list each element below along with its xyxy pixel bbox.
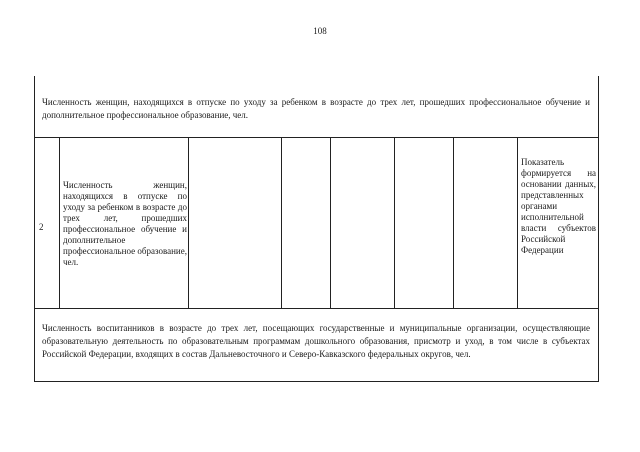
section-heading-women-training: Численность женщин, находящихся в отпуске по уходу за ребенком в возрасте до трех лет, прошедших профессиональное обучение и дополнительное профессиональное образование, чел. bbox=[42, 97, 590, 120]
indicator-table bbox=[34, 76, 599, 382]
column-divider bbox=[330, 137, 331, 308]
indicator-note-cell: Показатель формируется на основании данных, представленных органами исполнительной власти субъектов Российской Федерации bbox=[521, 157, 596, 255]
row-divider bbox=[35, 308, 598, 309]
section-heading-children-enrollment: Численность воспитанников в возрасте до трех лет, посещающих государственные и муниципальные организации, осуществляющие образовательную деятельность по образовательным программам дошкольного образования, присмотр и уход, в том числе в субъектах Российской Федерации, входящих в состав Дальневосточного и Северо-Кавказского федеральных округов, чел. bbox=[42, 323, 590, 359]
page-number: 108 bbox=[313, 26, 327, 36]
indicator-name-cell: Численность женщин, находящихся в отпуске по уходу за ребенком в возрасте до трех лет, прошедших профессиональное обучение и дополнительное профессиональное образование, чел. bbox=[63, 180, 187, 267]
column-divider bbox=[188, 137, 189, 308]
column-divider bbox=[59, 137, 60, 308]
row-number: 2 bbox=[39, 222, 44, 232]
column-divider bbox=[517, 137, 518, 308]
column-divider bbox=[453, 137, 454, 308]
column-divider bbox=[394, 137, 395, 308]
row-divider bbox=[35, 137, 598, 138]
column-divider bbox=[281, 137, 282, 308]
